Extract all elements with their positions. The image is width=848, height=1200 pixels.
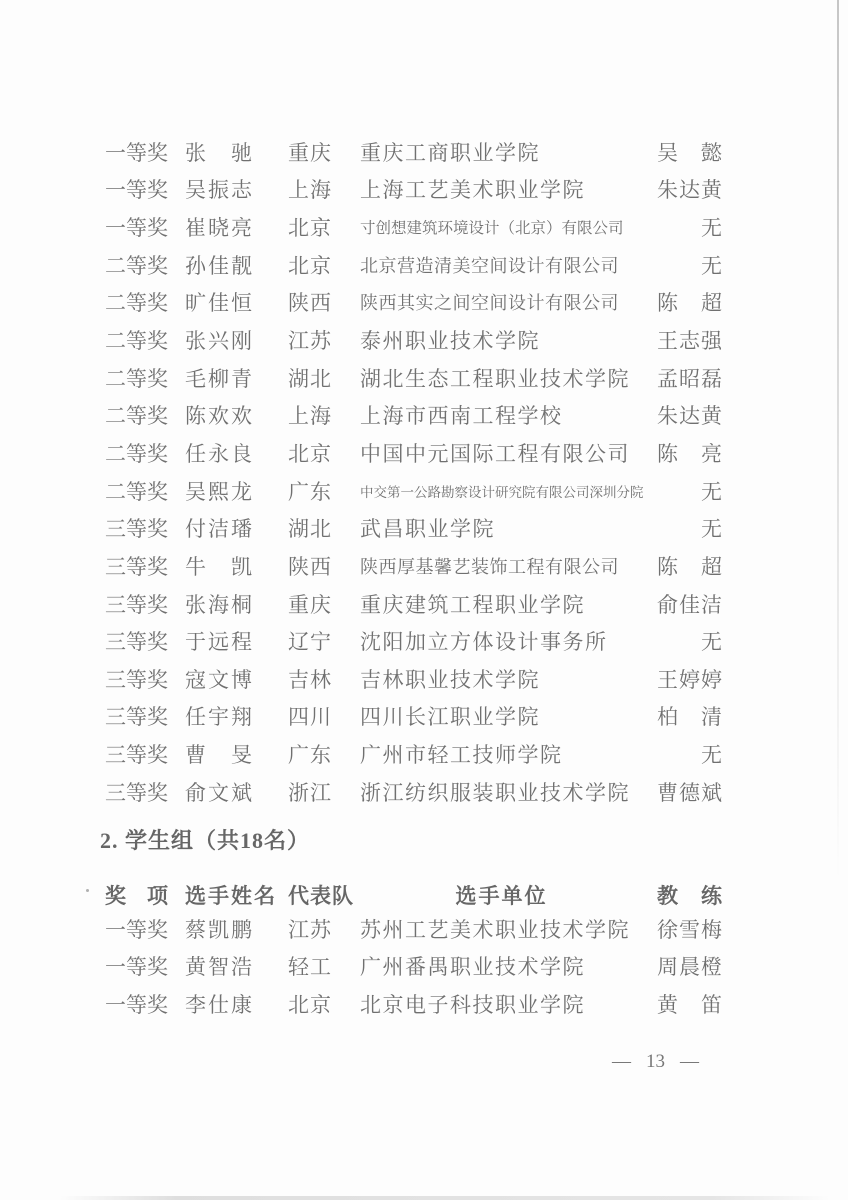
- team-cell: 重庆: [288, 140, 332, 165]
- section-heading-student-group: 2. 学生组（共18名）: [100, 828, 311, 853]
- coach-cell: 王婷婷: [657, 667, 723, 692]
- name-cell: 李仕康: [185, 993, 254, 1018]
- page-number-dash-right: —: [680, 1051, 699, 1072]
- unit-cell: 上海市西南工程学校: [360, 404, 563, 429]
- unit-cell: 上海工艺美术职业学院: [360, 178, 585, 203]
- coach-cell: 无: [701, 216, 723, 241]
- table-row: [105, 622, 723, 660]
- name-cell: 牛 凯: [185, 554, 254, 579]
- team-cell: 北京: [288, 253, 332, 278]
- page-number-value: 13: [646, 1051, 665, 1072]
- table-row: [105, 133, 723, 171]
- table-row: [105, 321, 723, 359]
- header-team-column: 代表队: [288, 884, 354, 908]
- award-cell: 一等奖: [105, 917, 168, 942]
- coach-cell: 孟昭磊: [657, 366, 723, 391]
- award-cell: 一等奖: [105, 216, 168, 241]
- award-cell: 二等奖: [105, 329, 168, 354]
- table-row: [105, 735, 723, 773]
- award-cell: 二等奖: [105, 253, 168, 278]
- team-cell: 北京: [288, 993, 332, 1018]
- coach-cell: 无: [701, 517, 723, 542]
- team-cell: 江苏: [288, 329, 332, 354]
- award-cell: 三等奖: [105, 554, 168, 579]
- table-row: [105, 773, 723, 811]
- coach-cell: 陈 超: [657, 291, 723, 316]
- coach-cell: 吴 懿: [657, 140, 723, 165]
- coach-cell: 周晨橙: [657, 955, 723, 980]
- team-cell: 浙江: [288, 780, 332, 805]
- coach-cell: 王志强: [657, 329, 723, 354]
- unit-cell: 中国中元国际工程有限公司: [360, 441, 630, 466]
- coach-cell: 朱达黄: [657, 404, 723, 429]
- coach-cell: 徐雪梅: [657, 917, 723, 942]
- coach-cell: 曹德斌: [657, 780, 723, 805]
- table-row: [105, 985, 723, 1023]
- coach-cell: 无: [701, 630, 723, 655]
- team-cell: 陕西: [288, 291, 332, 316]
- page-number: [612, 1051, 699, 1073]
- coach-cell: 俞佳洁: [657, 592, 723, 617]
- unit-cell: 浙江纺织服装职业技术学院: [360, 780, 630, 805]
- name-cell: 任永良: [185, 441, 254, 466]
- name-cell: 陈欢欢: [185, 404, 254, 429]
- award-cell: 三等奖: [105, 667, 168, 692]
- award-cell: 二等奖: [105, 404, 168, 429]
- scan-edge-artifact: [837, 0, 839, 880]
- page-number-dash-left: —: [612, 1051, 631, 1072]
- table-row: [105, 547, 723, 585]
- name-cell: 崔晓亮: [185, 216, 254, 241]
- table-row: [105, 171, 723, 209]
- table-row: [105, 509, 723, 547]
- coach-cell: 无: [701, 479, 723, 504]
- unit-cell: 寸创想建筑环境设计（北京）有限公司: [360, 220, 624, 238]
- unit-cell: 广州市轻工技师学院: [360, 743, 563, 768]
- name-cell: 黄智浩: [185, 955, 254, 980]
- name-cell: 任宇翔: [185, 705, 254, 730]
- name-cell: 于远程: [185, 630, 254, 655]
- table-row: [105, 396, 723, 434]
- header-coach-column: 教 练: [657, 884, 723, 908]
- coach-cell: 陈 亮: [657, 441, 723, 466]
- award-cell: 三等奖: [105, 592, 168, 617]
- table-row: [105, 284, 723, 322]
- table-row: [105, 698, 723, 736]
- unit-cell: 吉林职业技术学院: [360, 667, 540, 692]
- table-row: [105, 208, 723, 246]
- name-cell: 张 驰: [185, 140, 254, 165]
- coach-cell: 朱达黄: [657, 178, 723, 203]
- unit-cell: 北京电子科技职业学院: [360, 993, 585, 1018]
- table-row: [105, 585, 723, 623]
- name-cell: 寇文博: [185, 667, 254, 692]
- team-cell: 陕西: [288, 554, 332, 579]
- name-cell: 俞文斌: [185, 780, 254, 805]
- coach-cell: 黄 笛: [657, 993, 723, 1018]
- scan-bottom-artifact: [60, 1196, 830, 1200]
- unit-cell: 苏州工艺美术职业技术学院: [360, 917, 630, 942]
- coach-cell: 陈 超: [657, 554, 723, 579]
- team-cell: 北京: [288, 216, 332, 241]
- unit-cell: 重庆建筑工程职业学院: [360, 592, 585, 617]
- unit-cell: 沈阳加立方体设计事务所: [360, 630, 608, 655]
- header-award-column: 奖 项: [105, 884, 168, 908]
- table-row: [105, 472, 723, 510]
- table-row: [105, 434, 723, 472]
- team-cell: 北京: [288, 441, 332, 466]
- award-cell: 二等奖: [105, 366, 168, 391]
- name-cell: 蔡凯鹏: [185, 917, 254, 942]
- table-row: [105, 948, 723, 986]
- student-table-header: [105, 876, 723, 914]
- table-row: [105, 359, 723, 397]
- award-cell: 二等奖: [105, 291, 168, 316]
- team-cell: 广东: [288, 743, 332, 768]
- name-cell: 孙佳靓: [185, 253, 254, 278]
- team-cell: 辽宁: [288, 630, 332, 655]
- name-cell: 付洁璠: [185, 517, 254, 542]
- unit-cell: 中交第一公路勘察设计研究院有限公司深圳分院: [360, 484, 644, 500]
- team-cell: 湖北: [288, 366, 332, 391]
- coach-cell: 柏 清: [657, 705, 723, 730]
- award-cell: 一等奖: [105, 993, 168, 1018]
- team-cell: 四川: [288, 705, 332, 730]
- award-cell: 二等奖: [105, 479, 168, 504]
- table-row: [105, 910, 723, 948]
- table-row: [105, 660, 723, 698]
- coach-cell: 无: [701, 253, 723, 278]
- name-cell: 毛柳青: [185, 366, 254, 391]
- award-cell: 三等奖: [105, 705, 168, 730]
- team-cell: 吉林: [288, 667, 332, 692]
- team-cell: 广东: [288, 479, 332, 504]
- unit-cell: 泰州职业技术学院: [360, 329, 540, 354]
- award-cell: 三等奖: [105, 630, 168, 655]
- team-cell: 上海: [288, 178, 332, 203]
- name-cell: 旷佳恒: [185, 291, 254, 316]
- table-row: [105, 246, 723, 284]
- unit-cell: 陕西其实之间空间设计有限公司: [360, 293, 619, 314]
- employee-awards-table: [105, 133, 723, 811]
- team-cell: 湖北: [288, 517, 332, 542]
- name-cell: 曹 旻: [185, 743, 254, 768]
- unit-cell: 湖北生态工程职业技术学院: [360, 366, 630, 391]
- award-cell: 一等奖: [105, 140, 168, 165]
- student-awards-table: [105, 910, 723, 1023]
- unit-cell: 广州番禺职业技术学院: [360, 955, 585, 980]
- name-cell: 张海桐: [185, 592, 254, 617]
- award-cell: 三等奖: [105, 780, 168, 805]
- team-cell: 重庆: [288, 592, 332, 617]
- name-cell: 吴振志: [185, 178, 254, 203]
- coach-cell: 无: [701, 743, 723, 768]
- unit-cell: 武昌职业学院: [360, 517, 495, 542]
- award-cell: 三等奖: [105, 517, 168, 542]
- award-cell: 一等奖: [105, 178, 168, 203]
- unit-cell: 北京营造清美空间设计有限公司: [360, 255, 619, 276]
- header-name-column: 选手姓名: [185, 884, 277, 908]
- unit-cell: 四川长江职业学院: [360, 705, 540, 730]
- header-unit-column: 选手单位: [455, 884, 548, 908]
- unit-cell: 重庆工商职业学院: [360, 140, 540, 165]
- unit-cell: 陕西厚基馨艺装饰工程有限公司: [360, 556, 619, 577]
- award-cell: 二等奖: [105, 441, 168, 466]
- award-cell: 三等奖: [105, 743, 168, 768]
- award-cell: 一等奖: [105, 955, 168, 980]
- name-cell: 吴熙龙: [185, 479, 254, 504]
- scan-speck: [86, 889, 89, 892]
- team-cell: 江苏: [288, 917, 332, 942]
- team-cell: 上海: [288, 404, 332, 429]
- name-cell: 张兴刚: [185, 329, 254, 354]
- team-cell: 轻工: [288, 955, 332, 980]
